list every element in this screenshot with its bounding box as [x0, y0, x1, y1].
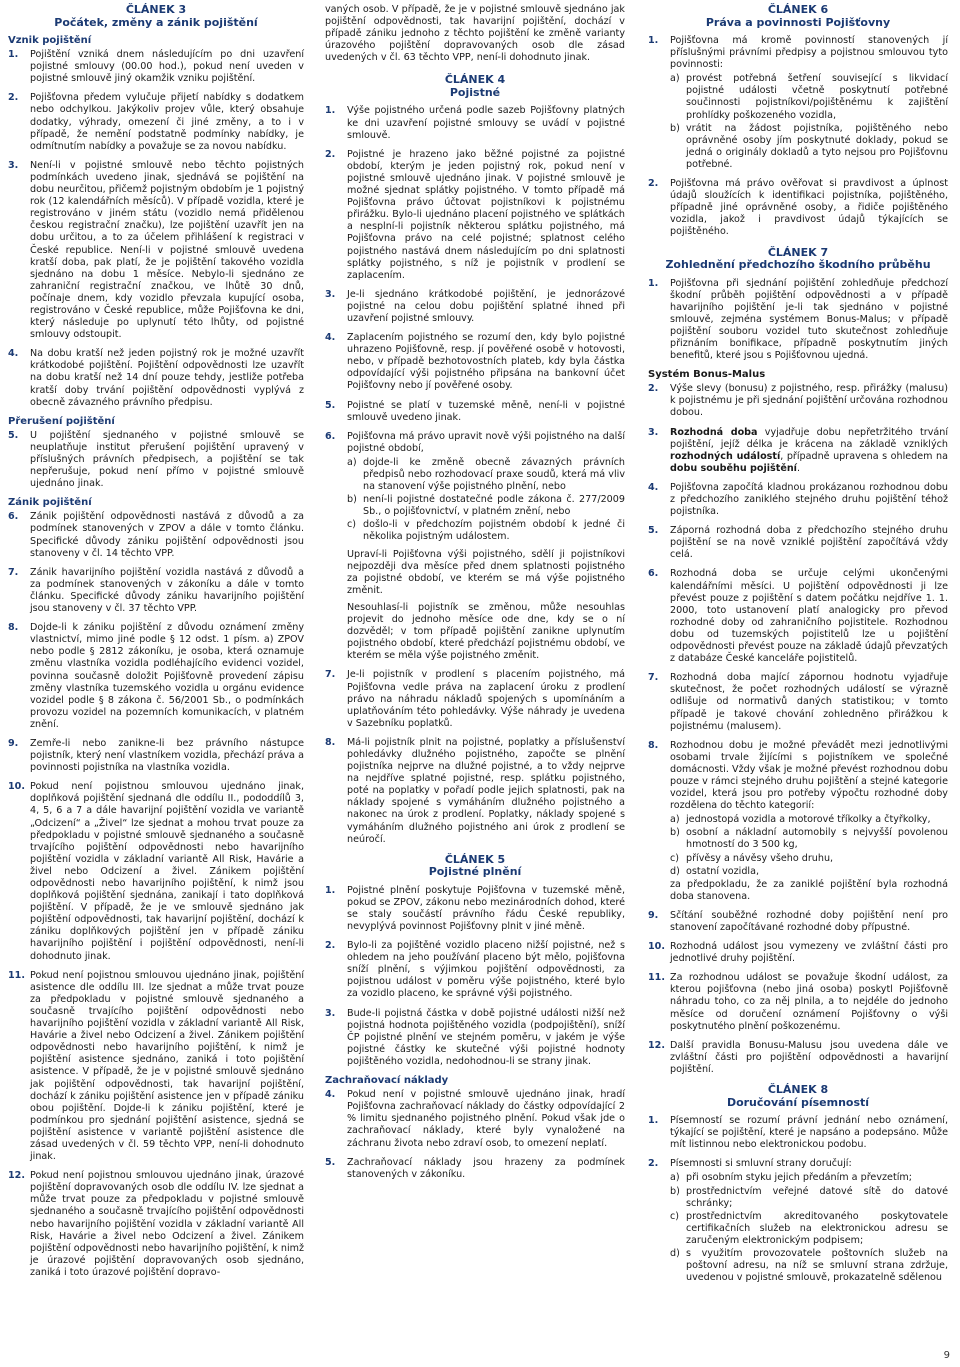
- article-4-number: ČLÁNEK 4: [444, 73, 506, 87]
- section-heading-preruseni: Přerušení pojištění: [8, 415, 115, 427]
- clause-4-1: 1. Výše pojistného určená podle sazeb Pojišťovny platných ke dni uzavření pojistné smlouvy se uvádí v pojistné smlouvě.: [325, 105, 625, 141]
- clause-4-4: 4. Zaplacením pojistného se rozumí den, kdy bylo pojistné uhrazeno Pojišťovně, resp. jí pověřené osobě v hotovosti, nebo, v případě bezhotovostních plateb, kdy byla částka odpovídající výši pojistného připsána na bankovní účet Pojišťovny nebo jí pověřené osoby.: [325, 332, 625, 392]
- clause-3-6: 6. Zánik pojištění odpovědnosti nastává z důvodů a za podmínek stanovených v ZPOV a dále v tomto článku. Specifické důvody zániku pojištění odpovědnosti jsou stanoveny v čl. 14 těchto VPP.: [8, 511, 304, 559]
- column-middle: [325, 4, 625, 1188]
- section-heading-zachranne: Zachraňovací náklady: [325, 1075, 449, 1087]
- clause-5-1: 1. Pojistné plnění poskytuje Pojišťovna v tuzemské měně, pokud se ZPOV, zákonu nebo mezinárodních dohod, které se staly součástí právního řádu České republiky, nevyplývá povinnost Pojišťovny plnit v jiné měně.: [325, 884, 625, 932]
- list-item: a) jednostopá vozidla a motorové tříkolky a čtyřkolky,: [670, 814, 931, 826]
- clause-3-7: 7. Zánik havarijního pojištění vozidla nastává z důvodů a za podmínek stanovených v zákoníku a dále v tomto článku. Specifické důvody zániku havarijního pojištění jsou stanoveny v čl. 37 těchto VPP.: [8, 566, 304, 615]
- clause-3-10: 10. Pokud není pojistnou smlouvou ujednáno jinak, doplňková pojištění sjednaná dle oddílu II., pododdílů 3, 4, 5, 6 a 7 a dále havarijní pojištění vozidla ve variantě „Odcizení“ a „Živel“ lze sjednat a mohou trvat pouze za předpokladu v pojistné smlouvě sjednaného a současně trvajícího pojištění odpovědnosti nebo havarijního pojištění vozidla v základní variantě All Risk, Havárie a živel nebo Odcizení a živel. Zánikem pojištění odpovědnosti nebo havarijního pojištění, k nimž jsou doplňková pojištění sjednána, zanikají i tato doplňková pojištění. V případě, že je ve smlouvě sjednáno jak pojištění odpovědnosti, tak havarijní pojištění, dochází k zániku doplňkových pojištění jen v případě zániku havarijního pojištění i pojištění odpovědnosti, není-li dohodnuto jinak.: [8, 781, 304, 962]
- list-item: b) není-li pojistné dostatečné podle zákona č. 277/2009 Sb., o pojišťovnictví, v platném znění, nebo: [347, 494, 625, 518]
- clause-5-4: 4. Pokud není v pojistné smlouvě ujednáno jinak, hradí Pojišťovna zachraňovací náklady do částky odpovídající 2 % limitu sjednaného pojistného plnění. Pokud však jde o zachraňovací náklady, které byly vynaložené na záchranu života nebo zdraví osob, to omezení neplatí.: [325, 1089, 625, 1149]
- list-item: d) s využitím provozovatele poštovních služeb na poštovní adresu, na níž se smluvní strana zdržuje, uvedenou v pojistné smlouvě, prokazatelně sdělenou: [670, 1247, 948, 1284]
- list-item: d) ostatní vozidla,: [670, 865, 759, 877]
- clause-4-8: 8. Má-li pojistník plnit na pojistné, poplatky a příslušenství pohledávky dlužného pojistného, započte se plnění pojistníka nejprve na dlužné pojistné, a to vždy nejprve na nejdříve splatné pojistné, resp. splátku pojistného, poté na poplatky v pořadí podle jejich splatnosti, pak na náklady spojené s vymáháním dlužného pojistného a nakonec na úrok z prodlení. Poplatky, náklady spojené s vymáháním dlužného pojistného ani úrok z prodlení se neúročí.: [325, 736, 625, 845]
- clause-7-5: 5. Záporná rozhodná doba z předchozího stejného druhu pojištění se na nově vzniklé pojištění započítává vždy celá.: [648, 525, 948, 561]
- clause-3-1: 1. Pojištění vzniká dnem následujícím po dni uzavření pojistné smlouvy (00.00 hod.), pokud není uveden v pojistné smlouvě jiný okamžik vzniku pojištění.: [8, 49, 304, 85]
- clause-7-12: 12. Další pravidla Bonusu-Malusu jsou uvedena dále ve zvláštní části pro pojištění odpovědnosti a havarijní pojištění.: [648, 1039, 948, 1075]
- clause-8-1: 1. Písemností se rozumí právní jednání nebo oznámení, týkající se pojištění, které je napsáno a podepsáno. Může mít listinnou nebo elektronickou podobu.: [648, 1115, 948, 1151]
- clause-7-4: 4. Pojišťovna započítá kladnou prokázanou rozhodnou dobu z předchozího zaniklého stejného druhu pojištění téhož pojistníka.: [648, 481, 948, 518]
- article-5-heading: [325, 854, 625, 879]
- clause-5-5: 5. Zachraňovací náklady jsou hrazeny za podmínek stanovených v zákoníku.: [325, 1156, 625, 1180]
- section-heading-bonus-malus: Systém Bonus-Malus: [648, 369, 766, 381]
- page-number: 9: [943, 1350, 950, 1361]
- clause-7-2: 2. Výše slevy (bonusu) z pojistného, resp. přirážky (malusu) k pojistnému je při sjednání pojištění určována rozhodnou dobou.: [648, 383, 948, 419]
- list-item: c) prostřednictvím akreditovaného poskytovatele certifikačních služeb na elektronickou adresu se zaručeným elektronickým podpisem;: [670, 1210, 948, 1246]
- clause-6-1: 1. Pojišťovna má kromě povinností stanovených jí příslušnými právními předpisy a pojistnou smlouvou tyto povinnosti: a) provést potřebná šetření související s likvidací pojistné události včetně poskytnutí potřebné součinnosti pojistníkovi/pojištěnému k zajištění prohlídky poškozeného vozidla, b) vrátit na žádost pojistníka, pojištěného nebo oprávněné osoby jím poskytnuté doklady, pokud se jedná o originály dokladů a tyto nejsou pro Pojišťovnu potřebné.: [648, 35, 948, 170]
- article-6-title: Práva a povinnosti Pojišťovny: [705, 15, 891, 29]
- clause-3-5: 5. U pojištění sjednaného v pojistné smlouvě se neuplatňuje institut přerušení pojištění upravený v příslušných právních předpisech, a pojištění se tak nepřerušuje, pokud není přímo v pojistné smlouvě ujednáno jinak.: [8, 429, 304, 490]
- clause-3-12-continuation: vaných osob. V případě, že je v pojistné smlouvě sjednáno jak pojištění odpovědnosti, tak havarijní pojištění, dochází v případě zániku jednoho z těchto pojištění ke změně varianty úrazového pojištění dopravovaných osob dle zásad uvedených v čl. 63 těchto VPP, není-li dohodnuto jinak.: [325, 4, 625, 64]
- article-6-number: ČLÁNEK 6: [767, 3, 829, 16]
- clause-3-2: 2. Pojišťovna předem vylučuje přijetí nabídky s dodatkem nebo odchylkou. Jakýkoliv projev vůle, který obsahuje dodatky, výhrady, omezení či jiné změny, a to i v případě, že nemění podstatně podmínky nabídky, je odmítnutím nabídky a považuje se za novou nabídku.: [8, 92, 304, 152]
- article-6-heading: [648, 4, 948, 29]
- clause-7-8: 8. Rozhodnou dobu je možné převádět mezi jednotlivými osobami trvale žijícími s pojistníkem ve společné domácnosti. Vždy však je možné převést rozhodnou dobu pouze v rámci stejného druhu pojištění a stejné kategorie vozidel, která jsou pro potřeby výpočtu rozhodné doby rozdělena do těchto kategorií: a) jednostopá vozidla a motorové tříkolky a čtyřkolky, b) osobní a nákladní automobily s nejvyšší povolenou hmotností do 3 500 kg, c) přívěsy a návěsy všeho druhu, d) ostatní vozidla, za předpokladu, že za zaniklé pojištění byla rozhodná doba stanovena.: [648, 739, 948, 902]
- article-5-title: Pojistné plnění: [428, 865, 522, 879]
- clause-3-3: 3. Není-li v pojistné smlouvě nebo těchto pojistných podmínkách uvedeno jinak, sjednává se pojištění na dobu neurčitou, přičemž pojistným obdobím je 1 pojistný rok (12 kalendářních měsíců). V případě vozidla, které je registrováno v jiném státu (vozidlo nemá přidělenou českou registrační značku), lze pojištění uzavřít jen na dobu určitou, a to za účelem přihlášení k registraci v České republice. Není-li v pojistné smlouvě uvedena kratší doba, pak platí, že je pojištění takového vozidla sjednáno na dobu 1 měsíce. Nebylo-li sjednáno ze zahraniční registrační značkou, ve lhůtě 30 dnů, počínaje dnem, kdy vozidlo převzala kupující osoba, registrováno v České republice, může Pojišťovna ke dni, který následuje po uplynutí této lhůty, od pojistné smlouvy odstoupit.: [8, 159, 304, 341]
- section-heading-vznik: Vznik pojištění: [8, 35, 92, 46]
- article-5-number: ČLÁNEK 5: [444, 852, 506, 866]
- article-3-heading: [8, 4, 304, 29]
- article-4-title: Pojistné: [449, 85, 501, 99]
- column-left: [8, 4, 304, 1286]
- clause-7-9: 9. Sčítání souběžné rozhodné doby pojištění není pro stanovení započítávané rozhodné doby přípustné.: [648, 909, 948, 933]
- clause-4-5: 5. Pojistné se platí v tuzemské měně, není-li v pojistné smlouvě uvedeno jinak.: [325, 399, 625, 423]
- clause-4-7: 7. Je-li pojistník v prodlení s placením pojistného, má Pojišťovna vedle práva na zaplacení úroku z prodlení právo na náhradu nákladů spojených s upomínáním a uplatňováním této pohledávky. Výše náhrady je uvedena v Sazebníku poplatků.: [325, 669, 625, 729]
- list-item: c) přívěsy a návěsy všeho druhu,: [670, 852, 834, 864]
- clause-6-1-list: [670, 73, 948, 171]
- article-3-title: Počátek, změny a zánik pojištění: [54, 15, 258, 29]
- article-7-number: ČLÁNEK 7: [767, 245, 829, 259]
- list-item: a) dojde-li ke změně obecně závazných právních předpisů nebo rozhodovací praxe soudů, která má vliv na stanovení výše pojistného plnění, nebo: [347, 456, 625, 493]
- clause-3-4: 4. Na dobu kratší než jeden pojistný rok je možné uzavřít krátkodobé pojištění. Pojištění odpovědnosti lze uzavřít na dobu kratší než 14 dní pouze tehdy, jestliže potřeba kratší doby trvání pojištění odpovědnosti vyplývá z obecně závazného právního předpisu.: [8, 348, 304, 408]
- article-3-number: ČLÁNEK 3: [125, 3, 187, 16]
- list-item: a) při osobním styku jejich předáním a převzetím;: [670, 1172, 912, 1184]
- article-8-heading: [648, 1084, 948, 1109]
- list-item: c) došlo-li v předchozím pojistném období k jedné či několika pojistným událostem.: [347, 519, 625, 543]
- list-item: a) provést potřebná šetření související s likvidací pojistné události včetně poskytnutí potřebné součinnosti pojistníkovi/pojištěnému k zajištění prohlídky poškozeného vozidla,: [670, 73, 948, 121]
- clause-4-3: 3. Je-li sjednáno krátkodobé pojištění, je jednorázové pojistné na celou dobu pojištění splatné ihned při uzavření pojistné smlouvy.: [325, 288, 625, 324]
- clause-3-11: 11. Pokud není pojistnou smlouvou ujednáno jinak, pojištění asistence dle oddílu III. lze sjednat a může trvat pouze za předpokladu v pojistné smlouvě sjednaného a současně trvajícího pojištění odpovědnosti nebo havarijního pojištění vozidla v základní variantě All Risk, Havárie a živel nebo Odcizení a živel. Zánikem pojištění odpovědnosti nebo havarijního pojištění, k nimž je pojištění asistence sjednáno, zaniká i toto pojištění asistence. V případě, že je v pojistné smlouvě sjednáno jak pojištění odpovědnosti, tak havarijní pojištění, dochází k zániku pojištění asistence jen v případě zániku obou pojištění. Dojde-li k zániku pojištění, které je podmínkou pro sjednání pojištění asistence, sjedná se pojištění asistence v variantě pojištění asistence dle zásad uvedených v čl. 59 těchto VPP, není-li dohodnuto jinak.: [8, 969, 304, 1163]
- clause-7-8-list: [670, 814, 948, 877]
- clause-3-9: 9. Zemře-li nebo zanikne-li bez právního nástupce pojistník, který není vlastníkem vozidla, přechází práva a povinnosti pojistníka na vlastníka vozidla.: [8, 737, 304, 774]
- clause-7-1: 1. Pojišťovna při sjednání pojištění zohledňuje předchozí škodní průběh pojištění odpovědnosti a v případě havarijního pojištění je-li tak sjednáno v pojistné smlouvě, zejména systémem Bonus-Malus; v případě pojištění souboru vozidel tuto skutečnost zohledňuje přiznáním bonifikace, případně poskytnutím jiných benefitů, které jsou s Pojišťovnou ujedná.: [648, 277, 948, 362]
- clause-7-10: 10. Rozhodná událost jsou vymezeny ve zvláštní části pro jednotlivé druhy pojištění.: [648, 941, 948, 965]
- clause-5-3: 3. Bude-li pojistná částka v době pojistné události nižší než pojistná hodnota pojištěného vozidla (podpojištění), sníží ČP pojistné plnění ve stejném poměru, v jakém je výše pojistné částky ke skutečné výši pojistné hodnoty pojištěného vozidla, nedohodnou-li se strany jinak.: [325, 1007, 625, 1067]
- clause-4-2: 2. Pojistné je hrazeno jako běžné pojistné za pojistné období, kterým je jeden pojistný rok, pokud není v pojistné smlouvě ujednáno jinak. V pojistné smlouvě je možné sjednat splátky pojistného. V tomto případě má Pojišťovna právo účtovat pojistníkovi k pojistnému přirážku. Bylo-li ujednáno placení pojistného ve splátkách a nesplní-li pojistník některou splátku pojistného, má Pojišťovna právo na celé pojistné; splatnost celého pojistného nastává dnem následujícím po dni splatnosti splátky pojistného, s níž je pojistník v prodlení se zaplacením.: [325, 148, 625, 281]
- clause-3-8: 8. Dojde-li k zániku pojištění z důvodu oznámení změny vlastnictví, mimo jiné podle § 12 odst. 1 písm. a) ZPOV nebo podle § 2812 zákoníku, je osoba, která oznamuje změnu vlastníka vozidla podléhajícího evidenci vozidel, povinna současně doložit Pojišťovně provedení zápisu změny vlastníka tuzemského vozidla u orgánu evidence vozidel podle § 8 zákona č. 56/2001 Sb., o podmínkách provozu vozidel na pozemních komunikacích, v platném znění.: [8, 622, 304, 730]
- clause-4-6-list: [347, 457, 625, 544]
- article-7-title: Zohlednění předchozího škodního průběhu: [665, 258, 931, 271]
- list-item: b) osobní a nákladní automobily s nejvyšší povolenou hmotností do 3 500 kg,: [670, 827, 948, 851]
- clause-6-2: 2. Pojišťovna má právo ověřovat si pravdivost a úplnost údajů sloužících k identifikaci pojistníka, pojištěného, případně jiné oprávněné osoby, a řidiče pojištěného vozidla, jakož i pravdivost údajů týkajících se pojištěného.: [648, 178, 948, 238]
- clause-8-2-list: [670, 1172, 948, 1284]
- column-right: [648, 4, 948, 1291]
- list-item: b) vrátit na žádost pojistníka, pojištěného nebo oprávněné osoby jím poskytnuté doklady, pokud se jedná o originály dokladů a tyto nejsou pro Pojišťovnu potřebné.: [670, 122, 948, 170]
- article-7-heading: [648, 247, 948, 272]
- article-4-heading: [325, 74, 625, 99]
- clause-5-2: 2. Bylo-li za pojištěné vozidlo placeno nižší pojistné, než s ohledem na jeho používání placeno být mělo, pojišťovna sníží plnění, s výjimkou pojištění odpovědnosti, za pojistnou událost v poměru výše pojistného, které bylo za vozidlo placeno, ke správné výši pojistného.: [325, 940, 625, 1000]
- clause-7-7: 7. Rozhodná doba mající zápornou hodnotu vyjadřuje skutečnost, že počet rozhodných událostí se výrazně odlišuje od normativů daných statistikou; v tomto případě je takové chování zohledněno přirážkou k pojistnému (malusem).: [648, 672, 948, 732]
- list-item: b) prostřednictvím veřejné datové sítě do datové schránky;: [670, 1185, 948, 1209]
- clause-7-6: 6. Rozhodná doba se určuje celými ukončenými kalendářními měsíci. U pojištění odpovědnosti ji lze převést pouze z pojištění s datem počátku nejdříve 1. 1. 2000, toto ustanovení platí analogicky pro převod rozhodné doby od zahraničního pojistitele. Rozhodnou dobu od tuzemských pojistitelů lze u pojištění odpovědnosti převést pouze na základě údajů převzatých z databáze České kanceláře pojistitelů.: [648, 568, 948, 665]
- clause-8-2: 2. Písemnosti si smluvní strany doručují: a) při osobním styku jejich předáním a převzetím; b) prostřednictvím veřejné datové sítě do datové schránky; c) prostřednictvím akreditovaného poskytovatele certifikačních služeb na elektronickou adresu se zaručeným elektronickým podpisem; d) s využitím provozovatele poštovních služeb na poštovní adresu, na níž se smluvní strana zdržuje, uvedenou v pojistné smlouvě, prokazatelně sdělenou: [648, 1158, 948, 1284]
- article-8-number: ČLÁNEK 8: [767, 1083, 829, 1097]
- clause-7-3: 3. Rozhodná doba vyjadřuje dobu nepřetržitého trvání pojištění, jejíž délka je krácena na základě vzniklých rozhodných událostí, případně upravena s ohledem na dobu souběhu pojištění.: [648, 426, 949, 474]
- section-heading-zanik: Zánik pojištění: [8, 497, 92, 509]
- article-8-title: Doručování písemností: [726, 1095, 870, 1109]
- clause-4-6: 6. Pojišťovna má právo upravit nově výši pojistného na další pojistné období, a) dojde-li ke změně obecně závazných právních předpisů nebo rozhodovací praxe soudů, která má vliv na stanovení výše pojistného plnění, nebo b) není-li pojistné dostatečné podle zákona č. 277/2009 Sb., o pojišťovnictví, v platném znění, nebo c) došlo-li v předchozím pojistném období k jedné či několika pojistným událostem. Upraví-li Pojišťovna výši pojistného, sdělí ji pojistníkovi nejpozději dva měsíce před dnem splatnosti pojistného za pojistné období, ve kterém se má výše pojistného změnit. Nesouhlasí-li pojistník se změnou, může nesouhlas projevit do jednoho měsíce ode dne, kdy se o ní dozvěděl; v tom případě pojištění zanikne uplynutím pojistného období, které předchází pojistnému období, ve kterém se měla výše pojistného změnit.: [325, 430, 625, 662]
- clause-7-11: 11. Za rozhodnou událost se považuje škodní událost, za kterou pojišťovna (nebo jiná osoba) poskytl Pojišťovně náhradu toho, co za něj plnila, a to nejdéle do jednoho měsíce od doručení oznámení Pojišťovny o výši poskytnutého plnění poškozenému.: [648, 972, 948, 1032]
- clause-3-12: 12. Pokud není pojistnou smlouvou ujednáno jinak, úrazové pojištění dopravovaných osob dle oddílu IV. lze sjednat a může trvat pouze za předpokladu v pojistné smlouvě sjednaného a současně trvajícího pojištění odpovědnosti nebo havarijního pojištění vozidla v základní variantě All Risk, Havárie a živel nebo Odcizení a živel. Zánikem pojištění odpovědnosti nebo havarijního pojištění, k nimž je úrazové pojištění dopravovaných osob sjednáno, zaniká i toto úrazové pojištění dopravo-: [8, 1170, 304, 1278]
